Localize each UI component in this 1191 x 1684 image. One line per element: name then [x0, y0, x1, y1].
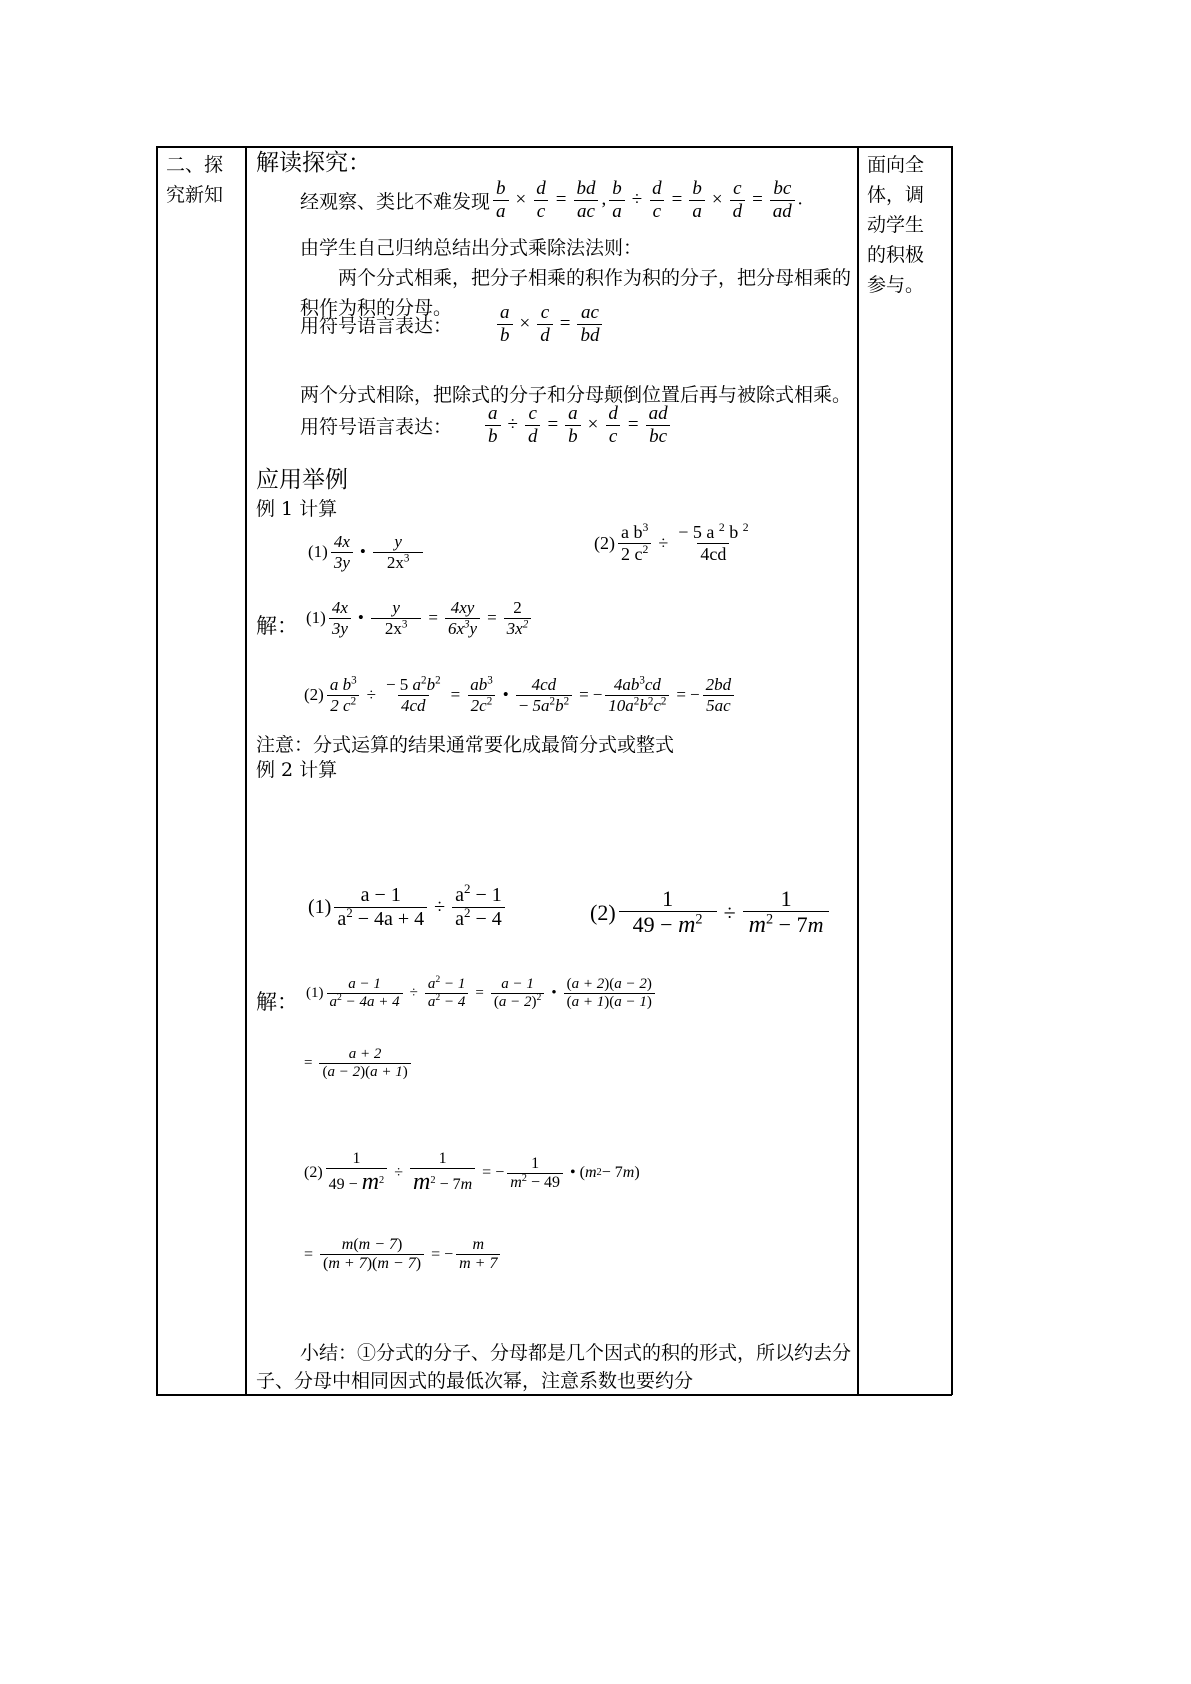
formula-divide: $\frac{a}{b}$ ÷ $\frac{c}{d}$ = $\frac{a}{b}$ × $\frac{d}{c}$ = $\frac{ad}{bc}$ [482, 403, 674, 448]
ex2-problem-1: (1) $\frac{a - 1}{a^2 - 4a + 4}$ ÷ $\frac{a^2 - 1}{a^2 - 4}$ [308, 884, 508, 931]
apply-title: 应用举例 [256, 467, 348, 493]
section-title: 解读探究： [256, 150, 371, 176]
formula-observe: $\frac{b}{a}$ × $\frac{d}{c}$ = $\frac{bd}{ac}$ , $\frac{b}{a}$ ÷ $\frac{d}{c}$ = $\frac{b}{a}$ × $\frac{c}{d}$ = $\frac{bc}{ad}$ . [490, 178, 803, 223]
ex2-solution-2-step2: = $\frac{m(m - 7)}{(m + 7)(m - 7)}$ = − $\frac{m}{m + 7}$ [304, 1236, 503, 1274]
symbol-label-1: 用符号语言表达： [300, 314, 453, 337]
ex2-solution-2: (2) $\frac{1}{49 - m^2}$ ÷ $\frac{1}{m^2 - 7m}$ = − $\frac{1}{m^2 - 49}$ • ( m 2 − 7 m ) [304, 1150, 640, 1196]
rule-multiply: 两个分式相乘，把分子相乘的积作为积的分子，把分母相乘的 [338, 267, 852, 289]
formula-multiply: $\frac{a}{b}$ × $\frac{c}{d}$ = $\frac{ac}{bd}$ [494, 302, 605, 347]
ex1-problem-2: (2) $\frac{a b^3}{2 c^2}$ ÷ $\frac{- 5 a ^2 b ^2}{4cd}$ [594, 520, 749, 564]
ex1-solution-2: (2) $\frac{a b^3}{2 c^2}$ ÷ $\frac{- 5 a^2b^2}{4cd}$ = $\frac{ab^3}{2c^2}$ • $\frac{4cd}{- 5a^2b^2}$ = − $\frac{4ab^3cd}{10a^2b^2c^2}$ = − $\frac{2bd}{5ac}$ [304, 675, 737, 715]
ex2-solution-1-step2: = $\frac{a + 2}{(a - 2)(a + 1)}$ [304, 1046, 414, 1082]
ex1-solution-1: (1) $\frac{4x}{3y}$ • $\frac{y}{2x^3}$ = $\frac{4xy}{6x^3y}$ = $\frac{2}{3x^2}$ [306, 598, 534, 638]
table-divider-2 [857, 146, 859, 1395]
note-text: 注意：分式运算的结果通常要化成最简分式或整式 [256, 734, 675, 756]
intro-line [300, 178, 803, 223]
example1-title: 例 1 计算 [256, 498, 338, 520]
table-divider-1 [245, 146, 247, 1395]
summary-line-2: 子、分母中相同因式的最低次幂，注意系数也要约分 [256, 1370, 694, 1392]
ex1-problem-1: (1) $\frac{4x}{3y}$ • $\frac{y}{2x^3}$ [308, 532, 426, 572]
rule-multiply-cont: 积作为积的分母。 [300, 297, 453, 319]
table-left-border [156, 146, 158, 1395]
ex2-problem-2: (2) $\frac{1}{49 - m^2}$ ÷ $\frac{1}{m^2 - 7m}$ [590, 886, 832, 940]
symbol-line-1 [300, 302, 605, 347]
solution-label-2: 解： [256, 990, 298, 1014]
solution-label-1: 解： [256, 614, 298, 638]
summarize-text: 由学生自己归纳总结出分式乘除法法则： [300, 237, 643, 259]
right-column-note: 面向全 体，调 动学生 的积极 参与。 [867, 154, 925, 296]
symbol-line-2 [300, 403, 674, 448]
rule-divide: 两个分式相除，把除式的分子和分母颠倒位置后再与被除式相乘。 [300, 384, 852, 406]
summary-line-1: 小结：①分式的分子、分母都是几个因式的积的形式，所以约去分 [300, 1342, 852, 1364]
intro-text: 经观察、类比不难发现 [300, 190, 491, 213]
left-column-label: 二、探 究新知 [166, 154, 224, 206]
ex2-solution-1: (1) $\frac{a - 1}{a^2 - 4a + 4}$ ÷ $\frac{a^2 - 1}{a^2 - 4}$ = $\frac{a - 1}{(a - 2)^2}$ • $\frac{(a + 2)(a - 2)}{(a + 1)(a - 1)}$ [306, 976, 658, 1012]
table-right-border [951, 146, 953, 1395]
example2-title: 例 2 计算 [256, 759, 338, 781]
symbol-label-2: 用符号语言表达： [300, 415, 453, 438]
